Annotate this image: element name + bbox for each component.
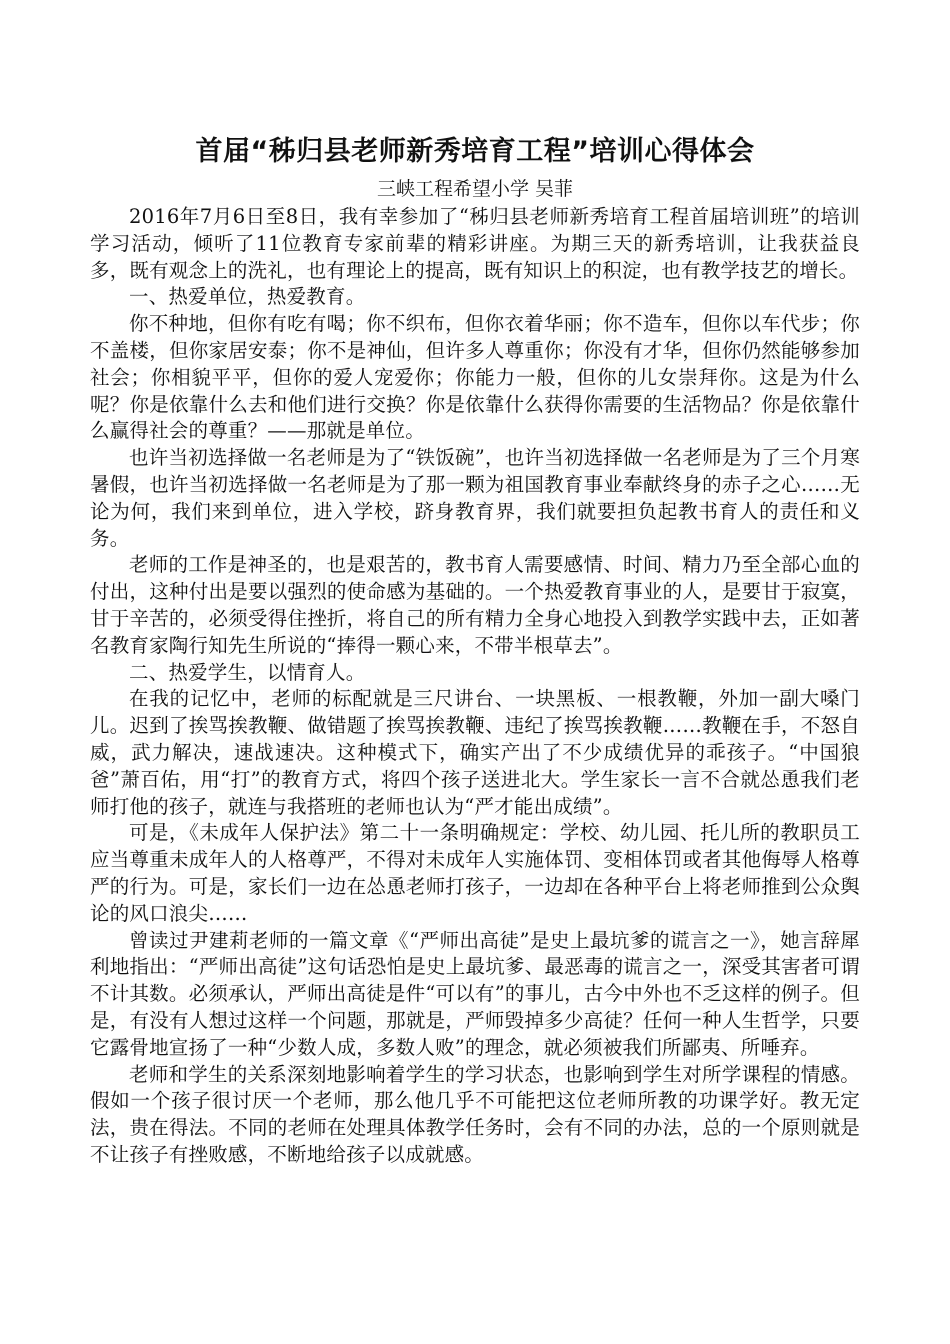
author-byline: 三峡工程希望小学 吴菲 bbox=[376, 178, 574, 200]
body-paragraph: 可是，《未成年人保护法》第二十一条明确规定：学校、幼儿园、托儿所的教职员工应当尊重未成年人的人格尊严，不得对未成年人实施体罚、变相体罚或者其他侮辱人格尊严的行为。可是，家长们一边在怂恿老师打孩子，一边却在各种平台上将老师推到公众舆论的风口浪尖…… bbox=[90, 821, 860, 925]
document-page bbox=[90, 130, 860, 1169]
body-paragraph: 你不种地，但你有吃有喝；你不织布，但你衣着华丽；你不造车，但你以车代步；你不盖楼，但你家居安泰；你不是神仙，但许多人尊重你；你没有才华，但你仍然能够参加社会；你相貌平平，但你的爱人宠爱你；你能力一般，但你的儿女崇拜你。这是为什么呢？你是依靠什么去和他们进行交换？你是依靠什么获得你需要的生活物品？你是依靠什么赢得社会的尊重？——那就是单位。 bbox=[90, 312, 860, 443]
section-heading-1: 一、热爱单位，热爱教育。 bbox=[129, 285, 366, 309]
body-paragraph: 也许当初选择做一名老师是为了“铁饭碗”，也许当初选择做一名老师是为了三个月寒暑假，也许当初选择做一名老师是为了那一颗为祖国教育事业奉献终身的赤子之心……无论为何，我们来到单位，进入学校，跻身教育界，我们就要担负起教书育人的责任和义务。 bbox=[90, 446, 860, 550]
intro-paragraph: 2016年7月6日至8日，我有幸参加了“秭归县老师新秀培育工程首届培训班”的培训学习活动，倾听了11位教育专家前辈的精彩讲座。为期三天的新秀培训，让我获益良多，既有观念上的洗礼，也有理论上的提高，既有知识上的积淀，也有教学技艺的增长。 bbox=[90, 205, 860, 282]
document-title: 首届“秭归县老师新秀培育工程”培训心得体会 bbox=[195, 136, 755, 167]
body-paragraph: 在我的记忆中，老师的标配就是三尺讲台、一块黑板、一根教鞭，外加一副大嗓门儿。迟到了挨骂挨教鞭、做错题了挨骂挨教鞭、违纪了挨骂挨教鞭……教鞭在手，不怒自威，武力解决，速战速决。这种模式下，确实产出了不少成绩优异的乖孩子。“中国狼爸”萧百佑，用“打”的教育方式，将四个孩子送进北大。学生家长一言不合就怂恿我们老师打他的孩子，就连与我搭班的老师也认为“严才能出成绩”。 bbox=[90, 687, 860, 818]
body-paragraph: 老师和学生的关系深刻地影响着学生的学习状态，也影响到学生对所学课程的情感。假如一个孩子很讨厌一个老师，那么他几乎不可能把这位老师所教的功课学好。教无定法，贵在得法。不同的老师在处理具体教学任务时，会有不同的办法，总的一个原则就是不让孩子有挫败感，不断地给孩子以成就感。 bbox=[90, 1062, 860, 1166]
body-paragraph: 老师的工作是神圣的，也是艰苦的，教书育人需要感情、时间、精力乃至全部心血的付出，这种付出是要以强烈的使命感为基础的。一个热爱教育事业的人，是要甘于寂寞，甘于辛苦的，必须受得住挫折，将自己的所有精力全身心地投入到教学实践中去，正如著名教育家陶行知先生所说的“捧得一颗心来，不带半根草去”。 bbox=[90, 553, 860, 657]
section-heading-2: 二、热爱学生，以情育人。 bbox=[129, 660, 366, 684]
body-paragraph: 曾读过尹建莉老师的一篇文章《“严师出高徒”是史上最坑爹的谎言之一》，她言辞犀利地指出：“严师出高徒”这句话恐怕是史上最坑爹、最恶毒的谎言之一，深受其害者可谓不计其数。必须承认，严师出高徒是件“可以有”的事儿，古今中外也不乏这样的例子。但是，有没有人想过这样一个问题，那就是，严师毁掉多少高徒？任何一种人生哲学，只要它露骨地宣扬了一种“少数人成，多数人败”的理念，就必须被我们所鄙夷、所唾弃。 bbox=[90, 928, 860, 1059]
